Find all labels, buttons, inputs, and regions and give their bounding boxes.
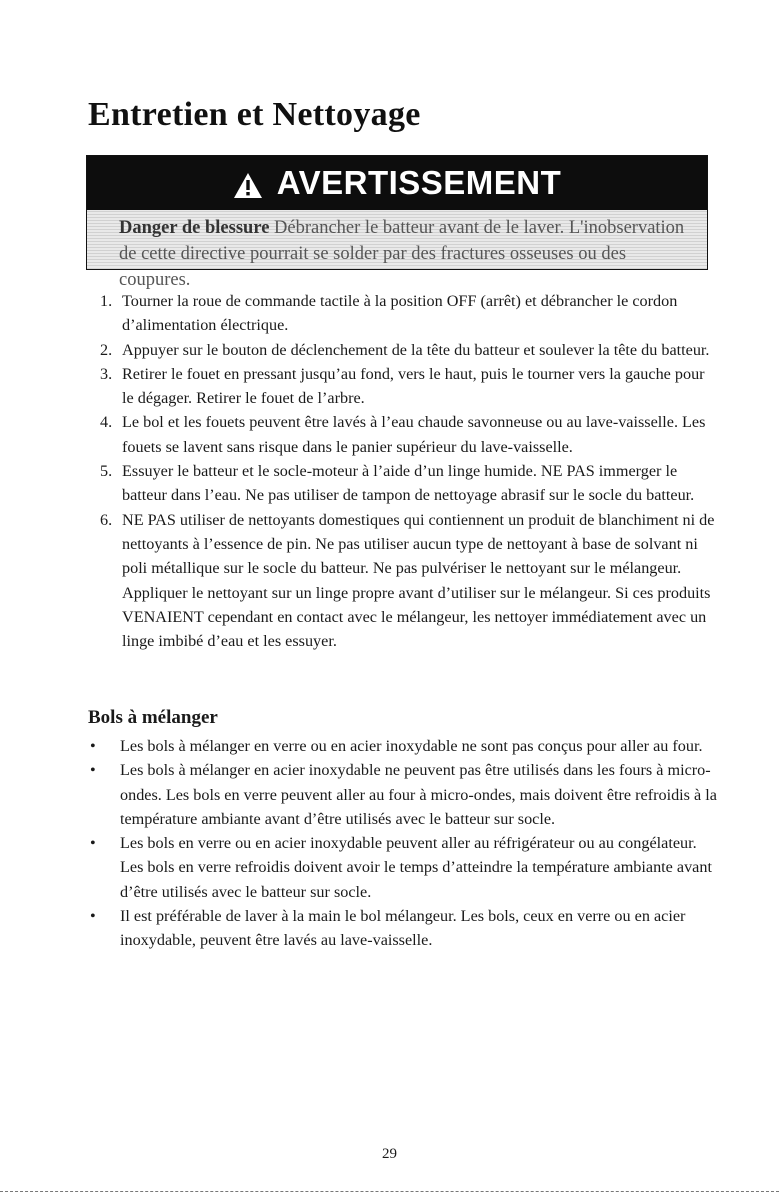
step-number: 6.: [100, 510, 113, 529]
step-number: 2.: [100, 340, 113, 359]
bullet-icon: •: [90, 907, 96, 926]
bullet-icon: •: [90, 761, 96, 780]
page-edge-divider: [0, 1191, 779, 1192]
bullet-icon: •: [90, 834, 96, 853]
page-title: Entretien et Nettoyage: [88, 96, 421, 133]
warning-box: [86, 155, 708, 290]
warning-body: [87, 210, 707, 290]
warning-text: Débrancher le batteur avant de le laver. L'inobservation de cette directive pourrait se solder par des fractures osseuses ou des coupures.: [119, 218, 685, 290]
step-item: [100, 410, 720, 459]
step-number: 5.: [100, 462, 113, 481]
step-item: [100, 338, 720, 362]
cleaning-steps-list: [100, 289, 720, 653]
page-number: 29: [382, 1146, 397, 1162]
bowls-bullet-list: [90, 734, 720, 953]
bullet-item: [90, 831, 720, 904]
bullet-text: Les bols à mélanger en acier inoxydable ne peuvent pas être utilisés dans les fours à micro-ondes. Les bols en verre peuvent aller au four à micro-ondes, mais doivent être refroidis à la température ambiante avant d’être utilisés avec le batteur sur socle.: [120, 761, 717, 828]
step-text: Retirer le fouet en pressant jusqu’au fond, vers le haut, puis le tourner vers la gauche pour le dégager. Retirer le fouet de l’arbre.: [122, 364, 705, 408]
step-number: 1.: [100, 292, 113, 310]
step-item: [100, 508, 720, 654]
bullet-icon: •: [90, 737, 96, 755]
step-text: Le bol et les fouets peuvent être lavés à l’eau chaude savonneuse ou au lave-vaisselle. Les fouets se lavent sans risque dans le panier supérieur du lave-vaisselle.: [122, 413, 706, 456]
bullet-text: Les bols en verre ou en acier inoxydable peuvent aller au réfrigérateur ou au congélateur. Les bols en verre refroidis doivent avoir le temps d’atteindre la température ambiante avant d’être utilisés avec le batteur sur socle.: [120, 834, 712, 901]
step-item: [100, 459, 720, 508]
bullet-item: [90, 734, 720, 758]
warning-header-label: AVERTISSEMENT: [276, 164, 562, 201]
bullet-text: Les bols à mélanger en verre ou en acier inoxydable ne sont pas conçus pour aller au four.: [120, 737, 703, 755]
bullet-item: [90, 904, 720, 953]
bullet-item: [90, 758, 720, 831]
section-title: Bols à mélanger: [88, 707, 218, 728]
step-number: 4.: [100, 413, 113, 432]
step-item: [100, 362, 720, 411]
step-text: Essuyer le batteur et le socle-moteur à l’aide d’un linge humide. NE PAS immerger le batteur dans l’eau. Ne pas utiliser de tampon de nettoyage abrasif sur le socle du batteur.: [122, 462, 695, 505]
step-text: Appuyer sur le bouton de déclenchement de la tête du batteur et soulever la tête du batteur.: [122, 340, 710, 359]
warning-header: [87, 156, 707, 210]
warning-lead: Danger de blessure: [119, 218, 270, 238]
step-text: Tourner la roue de commande tactile à la position OFF (arrêt) et débrancher le cordon d’alimentation électrique.: [122, 292, 678, 335]
step-item: [100, 289, 720, 338]
warning-triangle-icon: [233, 169, 263, 196]
bullet-text: Il est préférable de laver à la main le bol mélangeur. Les bols, ceux en verre ou en acier inoxydable, peuvent être lavés au lave-vaisselle.: [120, 907, 686, 950]
step-text: NE PAS utiliser de nettoyants domestiques qui contiennent un produit de blanchiment ni de nettoyants à l’essence de pin. Ne pas utiliser aucun type de nettoyant à base de solvant ni poli métallique sur le socle du batteur. Ne pas pulvériser le nettoyant sur le mélangeur. Appliquer le nettoyant sur un linge propre avant d’utiliser sur le mélangeur. Si ces produits VENAIENT cependant en contact avec le mélangeur, les nettoyer immédiatement avec un linge imbibé d’eau et les essuyer.: [122, 510, 715, 651]
step-number: 3.: [100, 364, 113, 383]
